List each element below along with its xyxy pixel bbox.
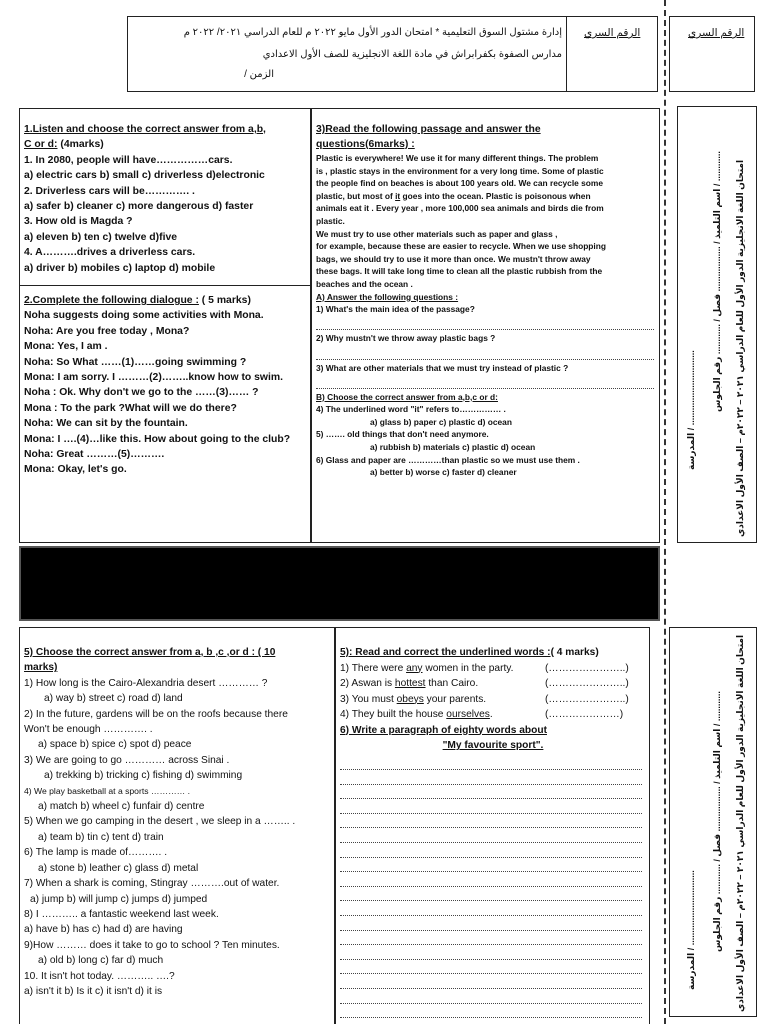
q3-passage-line: the people find on beaches is about 100 years old. We can recycle some <box>316 178 604 189</box>
writing-line[interactable] <box>340 974 642 989</box>
q3-part-b-title: B) Choose the correct answer from a,b,c or d: <box>316 391 498 402</box>
q5a-options: a) old b) long c) far d) much <box>38 955 164 967</box>
writing-line[interactable] <box>340 814 642 829</box>
secret-number-inner-label: الرقم السري <box>584 27 641 39</box>
q5a-line: 3) We are going to go ………… across Sinai . <box>24 754 230 766</box>
writing-line[interactable] <box>340 785 642 800</box>
q2-line: Noha: So What ……(1)……going swimming ? <box>24 356 247 368</box>
q3-passage-line: plastic, but most of <box>316 190 396 201</box>
q2-line: Mona: Okay, let's go. <box>24 464 127 476</box>
answer-blank[interactable]: (…………………..) <box>545 662 629 674</box>
header-line-3: الزمن / <box>244 69 274 80</box>
q5a-line: 8) I ……….. a fantastic weekend last week. <box>24 908 219 920</box>
q5a-options: a) isn't it b) Is it c) it isn't d) it is <box>24 985 163 997</box>
q2-line: Mona: I am sorry. I ………(2)……..know how to swim. <box>24 372 284 384</box>
writing-line[interactable] <box>340 960 642 975</box>
q5a-title: 5) Choose the correct answer from a, b ,c ,or d : ( 10 <box>24 647 276 658</box>
answer-line[interactable] <box>316 374 654 389</box>
side-student-label-bottom: اسم التلميذ / .................. فصل / ............ رقم الجلوس / ............ <box>712 691 722 952</box>
answer-blank[interactable]: (…………………..) <box>545 678 629 689</box>
side-exam-label-bottom: امتحان اللغة الانجليزية الدور الأول للعام الدراسي ٢٠٢١ – ٢٠٢٢م – الصف الأول الاعدادي <box>735 634 745 1012</box>
writing-line[interactable] <box>340 843 642 858</box>
question-1 <box>24 122 309 284</box>
writing-line[interactable] <box>340 1004 642 1019</box>
q2-title: 2.Complete the following dialogue : <box>24 295 199 306</box>
q5b-title: 5): Read and correct the underlined words : <box>340 647 551 658</box>
q5b-marks: ( 4 marks) <box>550 647 599 658</box>
q1-line: 1. In 2080, people will have……………cars. <box>24 154 233 166</box>
q3-question: 4) The underlined word "it" refers to…………… . <box>316 404 506 415</box>
q5a-options: a) space b) spice c) spot d) peace <box>38 739 192 751</box>
cut-line <box>664 0 666 1024</box>
q2-line: Noha: Great ………(5)………. <box>24 449 165 461</box>
question-5-correct <box>340 645 646 1023</box>
q3-passage-line: beaches and the ocean . <box>316 278 413 289</box>
q2-line: Noha : Ok. Why don't we go to the ……(3)…… ? <box>24 387 259 399</box>
q3-question: 3) What are other materials that we must try instead of plastic ? <box>316 362 569 373</box>
underlined-word: ourselves <box>446 709 490 720</box>
q1-line: 4. A……….drives a driverless cars. <box>24 247 196 259</box>
writing-line[interactable] <box>340 756 642 771</box>
q5a-options: a) match b) wheel c) funfair d) centre <box>38 801 205 813</box>
q5a-options: a) team b) tin c) tent d) train <box>38 831 164 843</box>
question-5-choose <box>24 645 334 1023</box>
question-2 <box>24 293 309 493</box>
writing-line[interactable] <box>340 945 642 960</box>
q3-options: a) glass b) paper c) plastic d) ocean <box>370 416 512 427</box>
writing-line[interactable] <box>340 872 642 887</box>
q6-topic: "My favourite sport". <box>442 740 544 751</box>
writing-line[interactable] <box>340 770 642 785</box>
underlined-word: any <box>406 662 423 674</box>
side-school-label-bottom: المدرسة / .............................. <box>686 870 696 990</box>
q2-marks: ( 5 marks) <box>198 295 251 306</box>
header-line-1: إدارة مشتول السوق التعليمية * امتحان الدور الأول مايو ٢٠٢٢ م للعام الدراسي ٢٠٢١/ ٢٠٢٢ م <box>183 27 562 38</box>
q5a-options: a) jump b) will jump c) jumps d) jumped <box>30 893 208 905</box>
q5b-item: 1) There were any women in the party. (…………………..) <box>340 661 646 677</box>
q5a-options: a) way b) street c) road d) land <box>44 693 183 705</box>
q5a-options: a) stone b) leather c) glass d) metal <box>38 862 199 874</box>
underlined-word: hottest <box>394 678 426 689</box>
q3-options: a) rubbish b) materials c) plastic d) ocean <box>370 442 536 453</box>
answer-blank[interactable]: (…………………) <box>545 709 624 720</box>
q1-line: a) safer b) cleaner c) more dangerous d) faster <box>24 201 254 213</box>
q3-part-a-title: A) Answer the following questions : <box>316 291 459 302</box>
side-school-label-top: المدرسة / .............................. <box>686 350 696 470</box>
writing-line[interactable] <box>340 828 642 843</box>
q5a-line: 9)How ……… does it take to go to school ? Ten minutes. <box>24 939 280 951</box>
writing-line[interactable] <box>340 887 642 902</box>
q3-passage-line: We must try to use other materials such as paper and glass , <box>316 228 558 239</box>
side-student-label-top: اسم التلميذ / .................. فصل / ............ رقم الجلوس / ............ <box>712 151 722 412</box>
q3-question: 1) What's the main idea of the passage? <box>316 304 475 315</box>
header-line-2: مدارس الصفوة بكفرابراش في مادة اللغة الانجليزية للصف الأول الاعدادي <box>262 49 562 60</box>
q5b-item: 4) They built the house ourselves. (…………………) <box>340 707 646 723</box>
q2-line: Noha suggests doing some activities with Mona. <box>24 310 264 322</box>
q5a-title-cont: marks) <box>24 662 58 674</box>
writing-line[interactable] <box>340 989 642 1004</box>
q5a-line: 7) When a shark is coming, Stingray ……….out of water. <box>24 878 280 890</box>
q5a-line: 2) In the future, gardens will be on the roofs because there <box>24 708 288 720</box>
q5a-line: 4) We play basketball at a sports ………… . <box>24 785 191 796</box>
q2-line: Noha: We can sit by the fountain. <box>24 418 188 430</box>
q1-title: 1.Listen and choose the correct answer from a,b, <box>24 124 266 135</box>
q1-line: a) electric cars b) small c) driverless d)electronic <box>24 170 265 182</box>
answer-line[interactable] <box>316 345 654 360</box>
q3-question: 5) ……. old things that don't need anymore. <box>316 429 489 440</box>
q5a-options: a) trekking b) tricking c) fishing d) swimming <box>44 770 243 782</box>
q5b-item: 2) Aswan is hottest than Cairo. (…………………..) <box>340 676 646 692</box>
q2-line: Mona: Yes, I am . <box>24 341 108 353</box>
q5a-line: 10. It isn't hot today. ……….. ….? <box>24 970 175 982</box>
q3-passage-line-rest: goes into the ocean. Plastic is poisonous when <box>400 190 591 201</box>
q3-question: 2) Why mustn't we throw away plastic bags ? <box>316 333 496 344</box>
q1-title-cont: C or d: <box>24 139 58 151</box>
writing-line[interactable] <box>340 901 642 916</box>
answer-blank[interactable]: (…………………..) <box>545 693 629 705</box>
q1-marks: (4marks) <box>57 139 104 151</box>
q1-line: 3. How old is Magda ? <box>24 216 133 228</box>
answer-line[interactable] <box>316 316 654 331</box>
q3-title-cont: questions(6marks) : <box>316 139 415 150</box>
writing-line[interactable] <box>340 931 642 946</box>
writing-line[interactable] <box>340 916 642 931</box>
q5b-item: 3) You must obeys your parents. (…………………..) <box>340 692 646 708</box>
writing-line[interactable] <box>340 799 642 814</box>
q2-line: Noha: Are you free today , Mona? <box>24 325 190 337</box>
q3-passage-line: is , plastic stays in the environment for a very long time. Some of plastic <box>316 165 604 176</box>
underlined-word: obeys <box>396 693 424 705</box>
writing-lines <box>340 756 646 1019</box>
q5a-line: 1) How long is the Cairo-Alexandria desert ………… ? <box>24 677 268 689</box>
q1-line: a) eleven b) ten c) twelve d)five <box>24 231 178 243</box>
q5a-line: 5) When we go camping in the desert , we sleep in a …….. . <box>24 816 296 828</box>
q3-passage-line: Plastic is everywhere! We use it for many different things. The problem <box>316 153 599 163</box>
q3-passage-line: plastic. <box>316 215 345 226</box>
q1-line: a) driver b) mobiles c) laptop d) mobile <box>24 262 216 274</box>
q1-line: 2. Driverless cars will be…………. . <box>24 185 195 197</box>
q3-passage-line: for example, because these are easier to recycle. When we use shopping <box>316 241 606 252</box>
secret-number-outer-label: الرقم السري <box>688 27 745 39</box>
q3-passage-line: these bags. It will take long time to clean all the plastic rubbish from the <box>316 266 603 277</box>
q3-options: a) better b) worse c) faster d) cleaner <box>370 467 517 478</box>
black-band <box>19 546 660 621</box>
q2-line: Mona : To the park ?What will we do there? <box>24 402 237 414</box>
q3-question: 6) Glass and paper are …………than plastic so we must use them . <box>316 454 580 465</box>
question-3 <box>316 122 658 492</box>
q5a-line: Won't be enough …………. . <box>24 724 153 736</box>
q1-q2-divider <box>19 285 311 286</box>
q3-passage-line: animals eat it . Every year , more 100,000 sea animals and birds die from <box>316 203 604 214</box>
side-exam-label-top: امتحان اللغة الانجليزية الدور الأول للعام الدراسي ٢٠٢١ – ٢٠٢٢م – الصف الأول الاعدادي <box>735 159 745 537</box>
q3-underlined-it: it <box>395 190 401 201</box>
q2-line: Mona: I ….(4)…like this. How about going to the club? <box>24 433 291 445</box>
writing-line[interactable] <box>340 858 642 873</box>
q5a-options: a) have b) has c) had d) are having <box>24 924 183 936</box>
q3-title: 3)Read the following passage and answer the <box>316 124 541 135</box>
q5a-line: 6) The lamp is made of………. . <box>24 847 168 859</box>
q3-passage-line: bags, we should try to use it more than once. We mustn't throw away <box>316 253 591 264</box>
q6-title: 6) Write a paragraph of eighty words about <box>340 724 547 736</box>
